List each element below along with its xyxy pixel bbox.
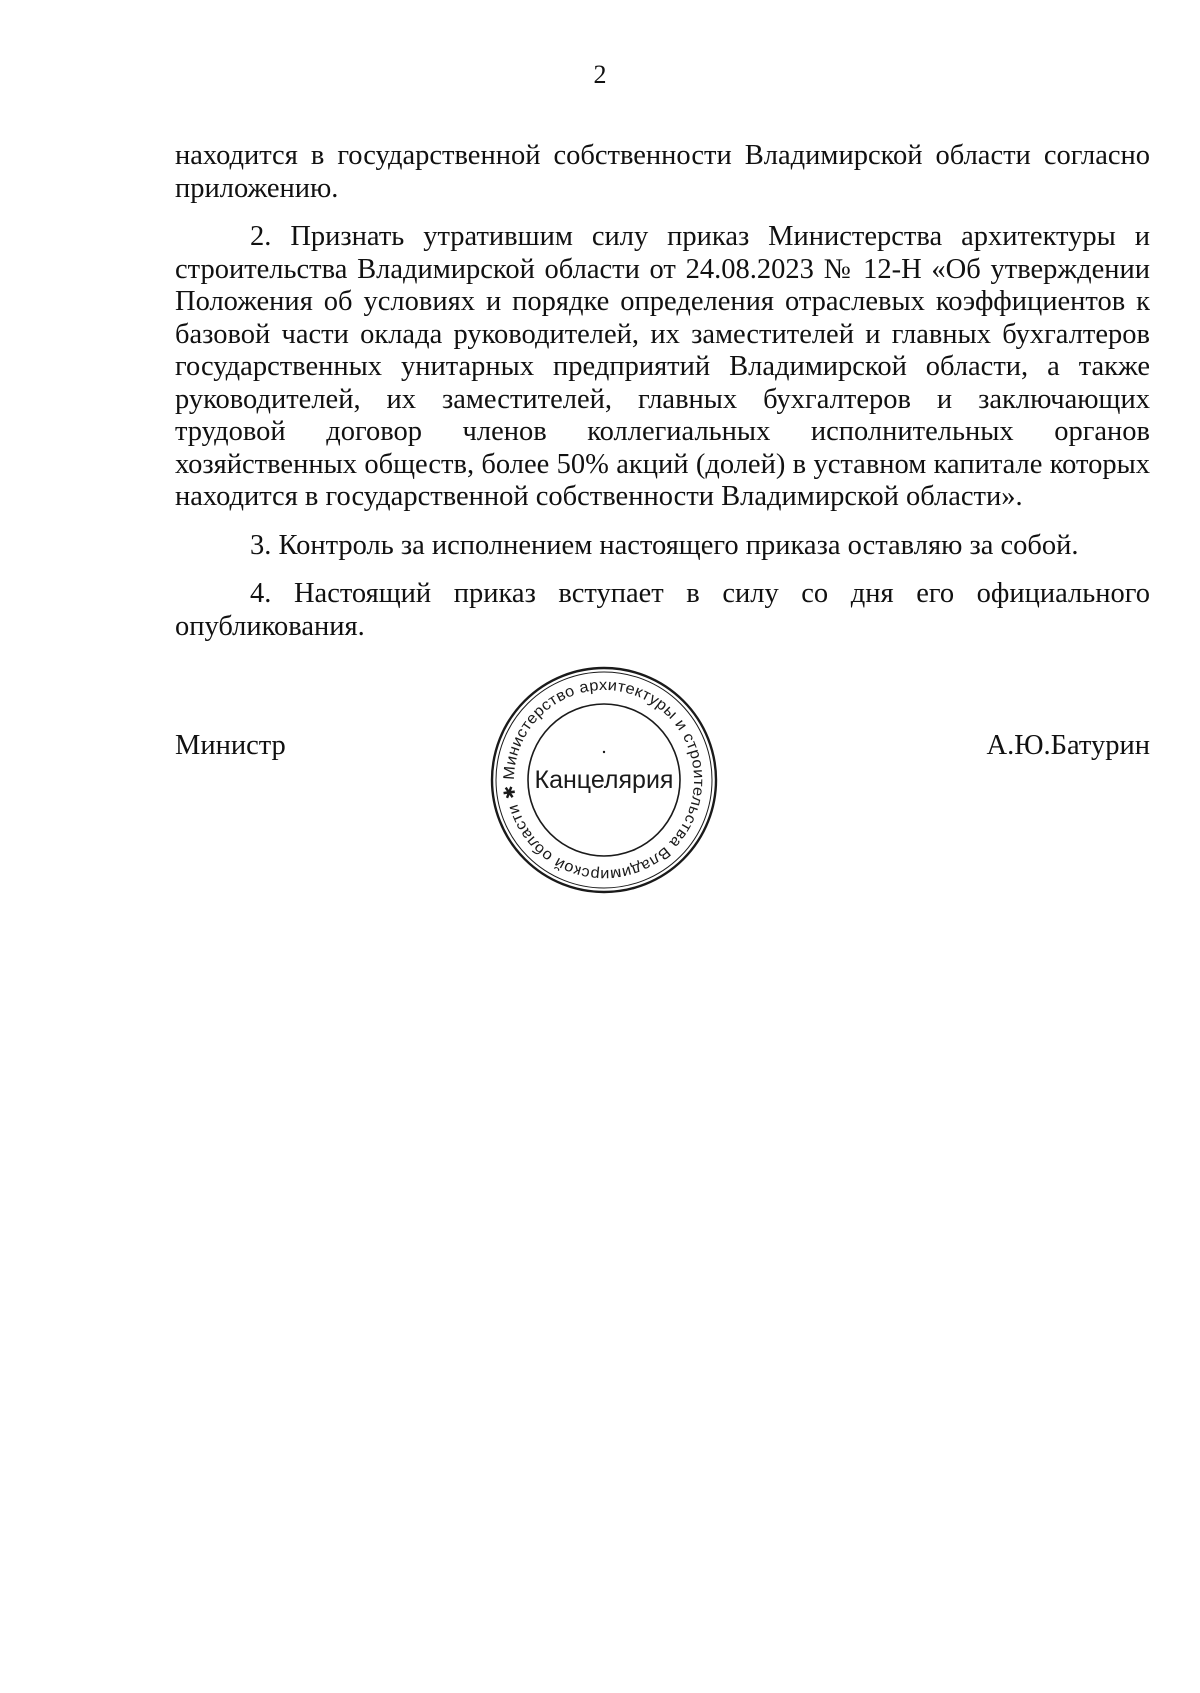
stamp-ring-textpath: Министерство архитектуры и строительства Владимирской области ✱: [500, 676, 708, 884]
official-stamp: [488, 664, 720, 896]
paragraph-item-2: 2. Признать утратившим силу приказ Министерства архитектуры и строительства Владимирской области от 24.08.2023 № 12-Н «Об утверждении Положения об условиях и порядке определения отраслевых коэффициентов к базовой части оклада руководителей, их заместителей и главных бухгалтеров государственных унитарных предприятий Владимирской области, а также руководителей, их заместителей, главных бухгалтеров и заключающих трудовой договор членов коллегиальных исполнительных органов хозяйственных обществ, более 50% акций (долей) в уставном капитале которых находится в государственной собственности Владимирской области».: [175, 221, 1150, 512]
signatory-name: А.Ю.Батурин: [986, 730, 1150, 761]
paragraph-continuation: находится в государственной собственности Владимирской области согласно приложению.: [175, 140, 1150, 204]
signatory-title: Министр: [175, 730, 286, 761]
stamp-center-text: Канцелярия: [534, 766, 674, 794]
page-number: 2: [593, 60, 607, 89]
stamp-seal: [488, 664, 720, 896]
paragraph-item-3: 3. Контроль за исполнением настоящего приказа оставляю за собой.: [250, 529, 1079, 561]
stamp-dot: [603, 751, 605, 753]
document-body: [175, 140, 1150, 659]
paragraph-item-4: 4. Настоящий приказ вступает в силу со дня его официального опубликования.: [175, 578, 1150, 642]
